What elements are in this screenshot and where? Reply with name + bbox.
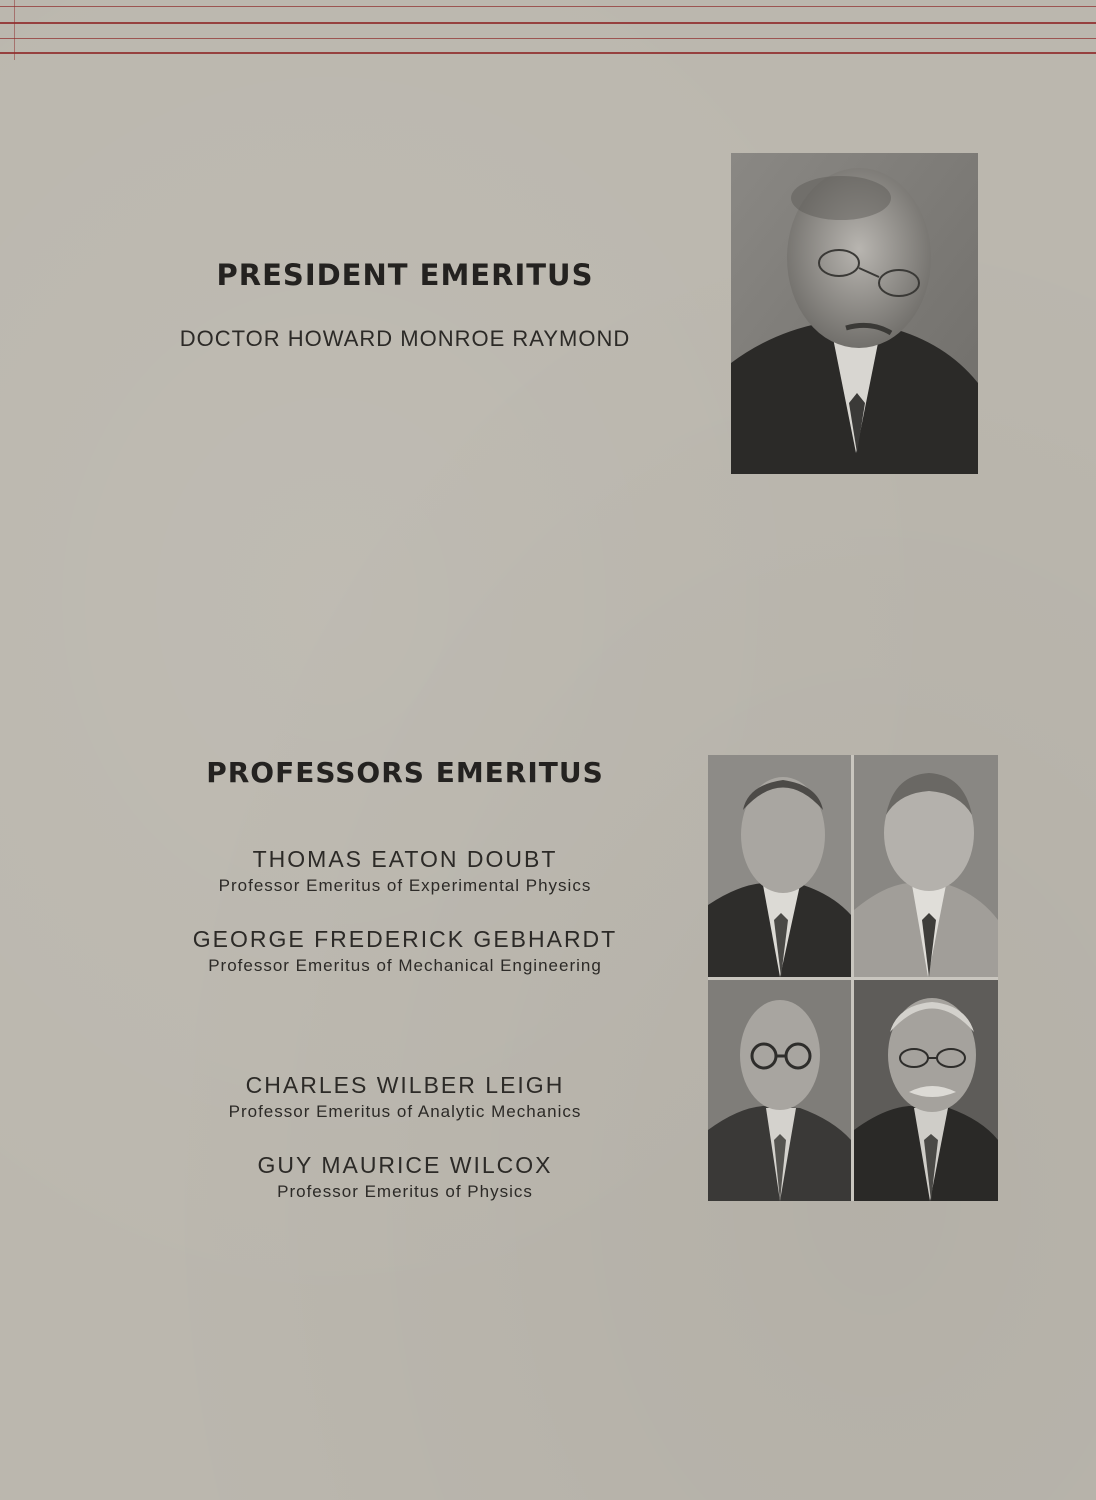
portrait-leigh — [708, 980, 851, 1201]
portrait-wilcox — [854, 980, 998, 1201]
professors-heading: PROFESSORS EMERITUS — [206, 756, 604, 789]
professor-name-4: GUY MAURICE WILCOX — [257, 1152, 553, 1178]
top-rule-3 — [0, 38, 1096, 39]
professors-photo-grid — [708, 755, 998, 1201]
president-portrait — [731, 153, 978, 474]
portrait-gebhardt — [854, 755, 998, 977]
edge-tick — [0, 0, 15, 60]
professor-name-3: CHARLES WILBER LEIGH — [245, 1072, 565, 1098]
president-heading: PRESIDENT EMERITUS — [216, 258, 594, 292]
top-rule-4 — [0, 52, 1096, 54]
professor-title-1: Professor Emeritus of Experimental Physics — [218, 876, 592, 895]
top-rule-1 — [0, 6, 1096, 7]
professor-name-2: GEORGE FREDERICK GEBHARDT — [192, 926, 618, 952]
professor-title-3: Professor Emeritus of Analytic Mechanics — [228, 1102, 582, 1121]
top-rule-2 — [0, 22, 1096, 24]
professor-title-2: Professor Emeritus of Mechanical Engineering — [208, 956, 602, 975]
professor-title-4: Professor Emeritus of Physics — [277, 1182, 533, 1201]
portrait-doubt — [708, 755, 851, 977]
professor-name-1: THOMAS EATON DOUBT — [252, 846, 558, 872]
president-name: DOCTOR HOWARD MONROE RAYMOND — [179, 326, 631, 351]
